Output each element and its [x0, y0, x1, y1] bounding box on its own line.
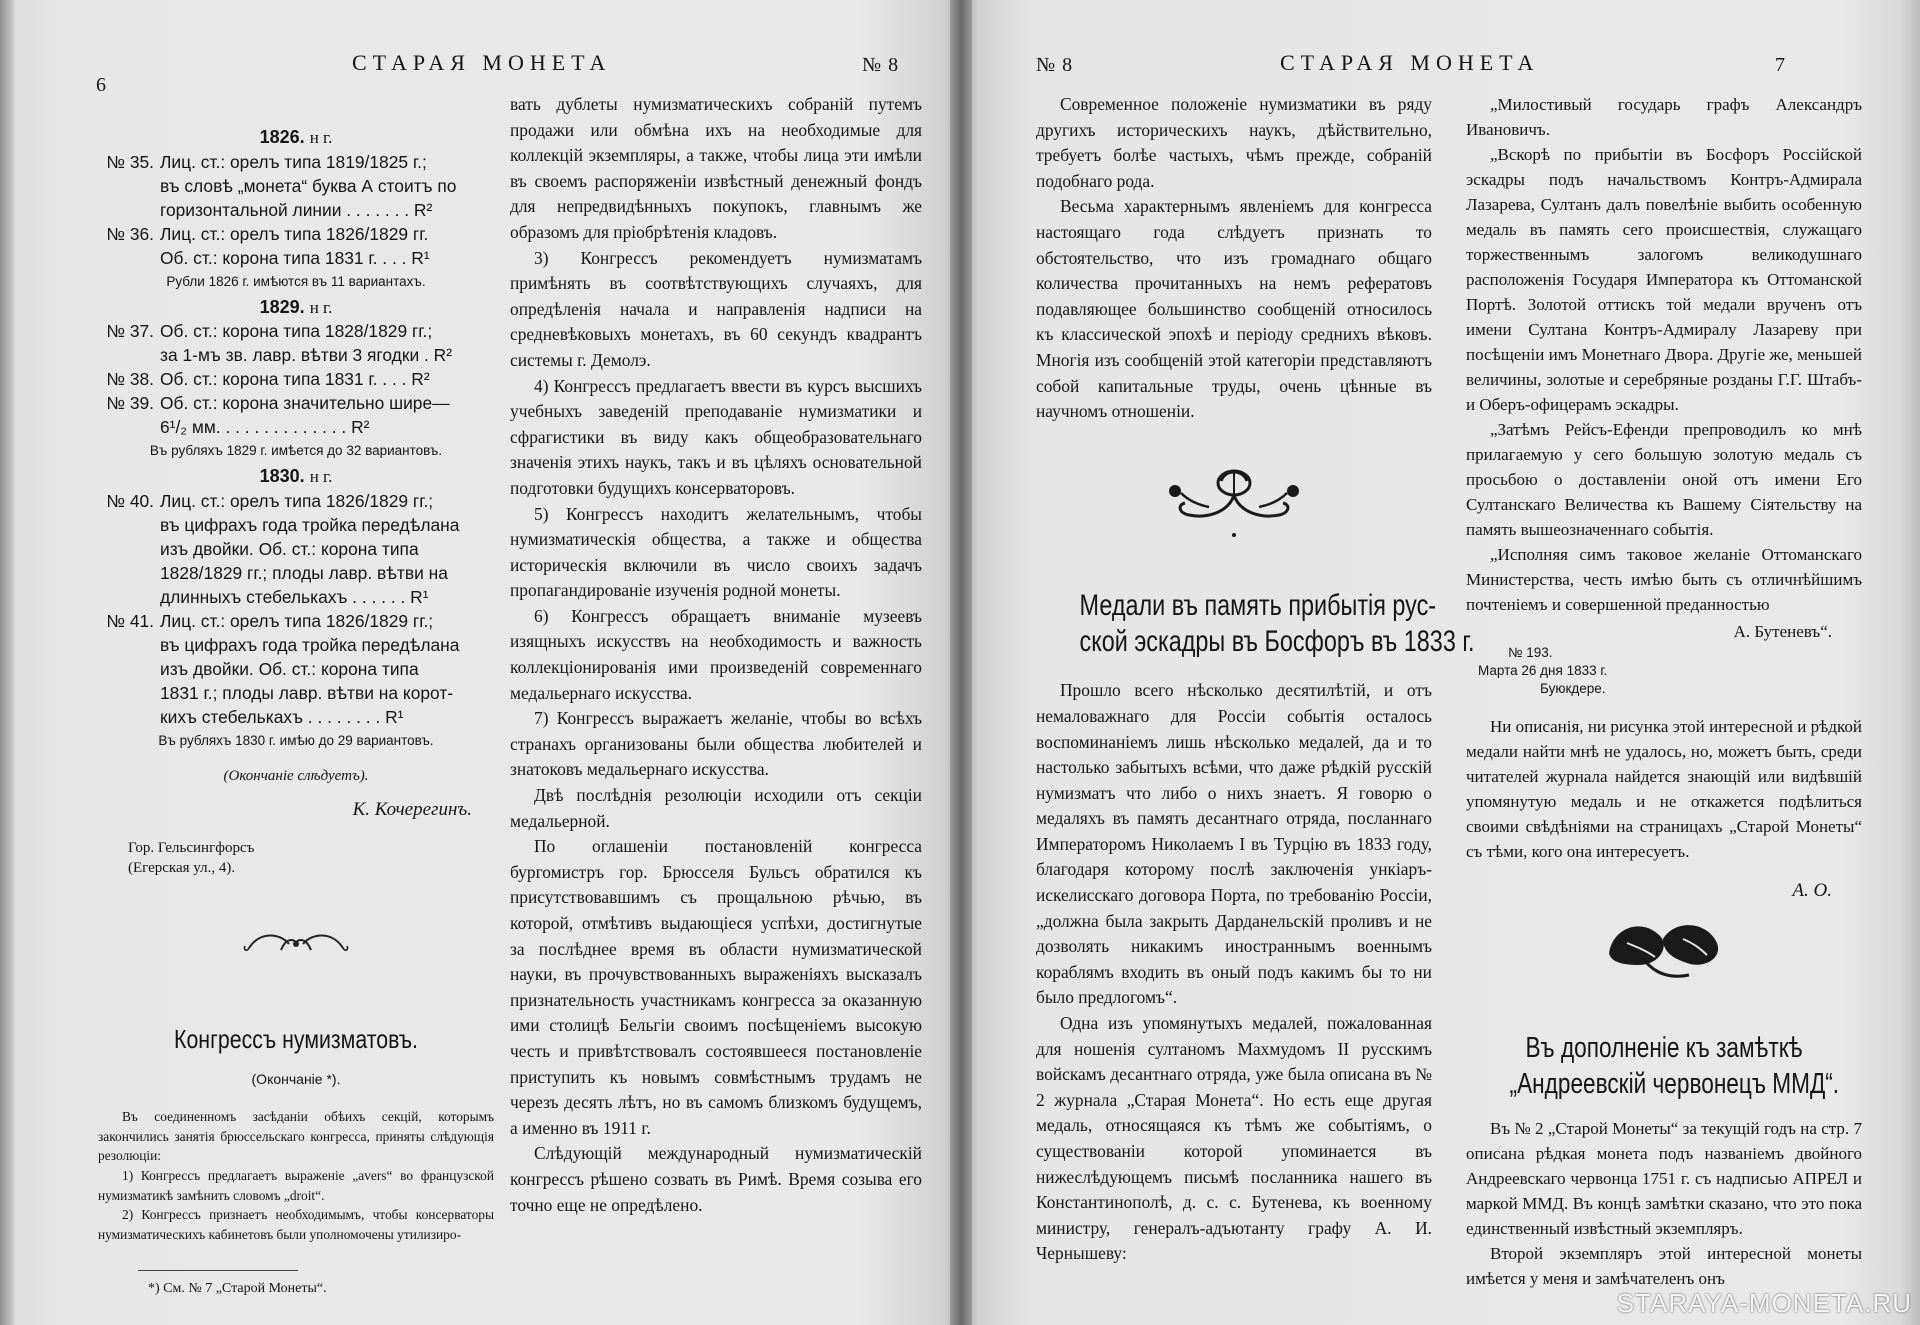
- article-paragraph: Слѣдующій международный нумизматическій конгрессъ рѣшено созвать въ Римѣ. Время созыва его точно еще не опредѣлено.: [510, 1143, 922, 1215]
- entry-line: въ цифрахъ года тройка передѣлана: [160, 514, 460, 535]
- right-column-2: [1466, 92, 1862, 1291]
- floral-ornament: [1036, 461, 1432, 549]
- entry-line: 1828/1829 гг.; плоды лавр. вѣтви на: [160, 562, 448, 583]
- page-edge: [0, 0, 14, 1325]
- signature: А. О.: [1792, 880, 1832, 901]
- article-paragraph: вать дублеты нумизматическихъ собраній путемъ продажи или обмѣна ихъ на необходимые для коллекцій экземпляры, а также, чтобы лица эти имѣли въ своемъ распоряженіи извѣстный денежный фондъ для непредвидѣнныхъ покупокъ, главнымъ же образомъ для пріобрѣтенія кладовъ.: [510, 94, 922, 242]
- section-subtitle: (Окончаніе *).: [251, 1070, 341, 1087]
- left-column-2: [510, 92, 922, 1218]
- variants-note: Въ рубляхъ 1830 г. имѣю до 29 вариантовъ.: [158, 732, 434, 748]
- entry-line: Лиц. ст.: орелъ типа 1819/1825 г.;: [160, 151, 427, 172]
- article-text: [1466, 1116, 1862, 1291]
- entry-number: № 41.: [106, 610, 154, 631]
- article-paragraph: Одна изъ упомянутыхъ медалей, пожалованная для ношенія султаномъ Махмудомъ II русскимъ войскамъ десантнаго отряда, уже была описана въ № 2 журнала „Старая Монета“. Но есть еще другая медаль, относящаяся къ тѣмъ же событіямъ, о существованіи которой упоминается въ нижеслѣдующемъ письмѣ посланника нашего въ Константинополѣ, д. с. с. Бутенева, къ военному министру, генералъ-адъютанту графу А. И. Чернышеву:: [1036, 1013, 1432, 1264]
- variants-note: Въ рубляхъ 1829 г. имѣется до 32 вариантовъ.: [149, 443, 443, 459]
- article-paragraph: Въ соединенномъ засѣданіи обѣихъ секцій, которымъ закончились занятія брюссельскаго конгресса, приняты слѣдующія резолюціи:: [98, 1109, 494, 1164]
- article-paragraph: „Милостивый государь графъ Александръ Ивановичъ.: [1466, 95, 1862, 139]
- entry-line: Об. ст.: корона типа 1828/1829 гг.;: [160, 321, 433, 342]
- coin-entry: [98, 222, 494, 270]
- article-paragraph: 1) Конгрессъ предлагаетъ выраженіе „avers“ во французской нумизматикѣ замѣнить словомъ „droit“.: [98, 1167, 494, 1203]
- coin-entry: [98, 609, 494, 729]
- page-number: 6: [96, 74, 106, 96]
- running-head: СТАРАЯ МОНЕТА: [352, 50, 612, 75]
- letter-signature: А. Бутеневъ“.: [1733, 622, 1832, 641]
- entry-line: 6¹/₂ мм. . . . . . . . . . . . . . R²: [160, 417, 370, 438]
- coin-entry: [98, 489, 494, 609]
- leaf-ornament: [1466, 913, 1862, 994]
- entry-number: № 36.: [106, 223, 154, 244]
- coin-entry: [98, 391, 494, 439]
- entry-line: изъ двойки. Об. ст.: корона типа: [160, 538, 419, 559]
- ornament-divider: [98, 928, 494, 962]
- article-paragraph: Ни описанія, ни рисунка этой интересной и рѣдкой медали найти мнѣ не удалось, но, можетъ быть, среди читателей журнала найдется знающій или видѣвшій упомянутую медаль и не откажется подѣлиться своими свѣдѣніями на страницахъ „Старой Монеты“ съ тѣми, кого она интересуетъ.: [1466, 717, 1862, 861]
- coin-catalog: [98, 128, 494, 751]
- article-paragraph: Современное положеніе нумизматики въ ряду другихъ историческихъ наукъ, дѣйствительно, требуетъ болѣе частыхъ, чѣмъ прежде, собраній подобнаго рода.: [1036, 94, 1432, 191]
- entry-number: № 35.: [106, 151, 154, 172]
- coin-entry: [98, 150, 494, 222]
- book-spine: [950, 0, 972, 1325]
- entry-line: въ словѣ „монета“ буква А стоитъ по: [160, 175, 457, 196]
- footnote-rule: [138, 1270, 298, 1271]
- running-head: СТАРАЯ МОНЕТА: [1280, 50, 1540, 75]
- second-article-title: Въ дополненіе къ замѣткѣ „Андреевскій червонецъ ММД“.: [1509, 1032, 1840, 1100]
- year-heading: 1829. н г.: [259, 296, 333, 317]
- year-heading: 1830. н г.: [259, 466, 333, 487]
- article-paragraph: 6) Конгрессъ обращаетъ вниманіе музеевъ изящныхъ искусствъ на необходимость и важность коллекціонированія ими произведеній современнаго медальернаго искусства.: [510, 605, 922, 703]
- entry-line: длинныхъ стебелькахъ . . . . . . R¹: [160, 586, 429, 607]
- footnote: *) См. № 7 „Старой Монеты“.: [148, 1281, 327, 1297]
- article-title: Медали въ память прибытія рус- ской эскадры въ Босфоръ въ 1833 г.: [1079, 589, 1475, 659]
- entry-line: изъ двойки. Об. ст.: корона типа: [160, 658, 419, 679]
- entry-line: Об. ст.: корона типа 1831 г. . . . R¹: [160, 247, 430, 268]
- issue-number: № 8: [862, 54, 900, 76]
- article-text: [98, 1107, 494, 1244]
- leaf-ornament-icon: [1599, 913, 1729, 987]
- coin-entry: [98, 367, 494, 391]
- entry-line: Лиц. ст.: орелъ типа 1826/1829 гг.: [160, 223, 429, 244]
- entry-line: Лиц. ст.: орелъ типа 1826/1829 гг.;: [160, 490, 434, 511]
- coin-entry: [98, 319, 494, 367]
- letter-text: [1466, 92, 1862, 617]
- issue-number: № 8: [1036, 54, 1074, 76]
- entry-line: кихъ стебелькахъ . . . . . . . . R¹: [160, 706, 404, 727]
- article-paragraph: „Затѣмъ Рейсъ-Ефенди препроводилъ ко мнѣ прилагаемую у сего большую золотую медаль съ просьбою о доставленіи оной отъ имени Его Султанскаго Величества къ Вашему Сіятельству на память вышеозначеннаго событія.: [1466, 420, 1862, 539]
- article-paragraph: Двѣ послѣднія резолюціи исходили отъ секціи медальерной.: [510, 785, 922, 831]
- article-paragraph: 2) Конгрессъ признаетъ необходимымъ, чтобы консерваторы нумизматическихъ кабинетовъ были уполномочены утилизиро-: [98, 1207, 494, 1242]
- letter-details: № 193. Марта 26 дня 1833 г. Буюкдере.: [1478, 645, 1608, 696]
- watermark: STARAYA-MONETA.RU: [1616, 1288, 1912, 1318]
- article-paragraph: Второй экземпляръ этой интересной монеты имѣется у меня и замѣчателенъ онъ: [1466, 1244, 1862, 1288]
- entry-line: Лиц. ст.: орелъ типа 1826/1829 гг.;: [160, 610, 434, 631]
- variants-note: Рубли 1826 г. имѣются въ 11 вариантахъ.: [166, 273, 426, 289]
- ornament-icon: [241, 928, 351, 956]
- article-paragraph: 7) Конгрессъ выражаетъ желаніе, чтобы во всѣхъ странахъ организованы были общества любителей и знатоковъ медальернаго искусства.: [510, 708, 922, 780]
- right-page: [960, 0, 1920, 1325]
- entry-number: № 39.: [106, 393, 154, 414]
- continuation-note: (Окончаніе слѣдуетъ).: [223, 767, 369, 784]
- section-title: Конгрессъ нумизматовъ.: [174, 1023, 418, 1054]
- page-number: 7: [1775, 54, 1785, 76]
- flower-ornament-icon: [1159, 461, 1309, 541]
- article-paragraph: 4) Конгрессъ предлагаетъ ввести въ курсъ высшихъ учебныхъ заведеній преподаваніе нумизматики и сфрагистики въ виду какъ общеобразовательнаго значенія этихъ наукъ, такъ и въ цѣляхъ основательной подготовки будущихъ консерваторовъ.: [510, 375, 922, 498]
- year-heading: 1826. н г.: [259, 127, 333, 147]
- article-paragraph: По оглашеніи постановленій конгресса бургомистръ гор. Брюсселя Бульсъ обратился къ присутствовавшимъ съ прощальною рѣчью, въ которой, отмѣтивъ выдающіеся успѣхи, достигнутые за послѣднее время въ области нумизматической науки, въ прочувствованныхъ выраженіяхъ высказалъ признательность участникамъ конгресса за оказанную ими столицѣ Бельгіи своимъ посѣщеніемъ высокую честь и привѣтствовалъ состоявшееся постановленіе приступить къ новымъ совмѣстнымъ трудамъ не черезъ десять лѣтъ, но въ самомъ близкомъ будущемъ, а именно въ 1911 г.: [510, 836, 922, 1138]
- article-paragraph: „Вскорѣ по прибытіи въ Босфоръ Россійской эскадры подъ начальствомъ Контръ-Адмирала Лазарева, Султанъ далъ повелѣніе выбить особенную медаль въ память сего происшествія, служащаго торжественнымъ залогомъ великодушнаго расположенія Государя Императора къ Оттоманской Портѣ. Золотой оттискъ той медали врученъ отъ имени Султана Контръ-Адмиралу Лазареву при посѣщеніи имъ Монетнаго Двора. Другіе же, меньшей величины, золотые и серебряные розданы Г.Г. Штабъ- и Оберъ-офицерамъ эскадры.: [1466, 145, 1862, 414]
- article-paragraph: 5) Конгрессъ находитъ желательнымъ, чтобы нумизматическія общества, а также и общества историческія включили въ число своихъ задачъ пропагандированіе изученія родной монеты.: [510, 503, 922, 601]
- entry-number: № 40.: [106, 490, 154, 511]
- right-column-1: [1036, 92, 1475, 1267]
- article-paragraph: Прошло всего нѣсколько десятилѣтій, и отъ немаловажнаго для Россіи событія осталось воспоминаніемъ лишь нѣсколько медалей, да и то настолько забытыхъ всѣми, что даже рѣдкій русскій нумизматъ что либо о нихъ знаетъ. Я говорю о медаляхъ въ память десантнаго отряда, посланнаго Императоромъ Николаемъ I въ Турцію въ 1833 году, благодаря которому послѣ заключенія ункіаръ-искелисскаго договора Порта, по требованію Россіи, „должна была закрыть Дарданельскій проливъ и не дозволять никакимъ иностраннымъ военнымъ кораблямъ входить въ оный подъ какимъ бы то ни было предлогомъ“.: [1036, 680, 1432, 1008]
- entry-number: № 37.: [106, 321, 154, 342]
- entry-line: Об. ст.: корона значительно шире—: [160, 393, 450, 414]
- entry-line: Об. ст.: корона типа 1831 г. . . . R²: [160, 369, 430, 390]
- entry-line: въ цифрахъ года тройка передѣлана: [160, 634, 460, 655]
- article-text: [1036, 92, 1432, 425]
- article-text: [1036, 678, 1432, 1267]
- left-column-1: [98, 124, 494, 1299]
- entry-line: 1831 г.; плоды лавр. вѣтви на корот-: [160, 682, 454, 703]
- article-paragraph: Въ № 2 „Старой Монеты“ за текущій годъ на стр. 7 описана рѣдкая монета подъ названіемъ двойного Андреевскаго червонца 1751 г. съ надписью АПРЕЛ и маркой ММД. Въ концѣ замѣтки сказано, что это пока единственный извѣстный экземпляръ.: [1466, 1119, 1862, 1238]
- author-name: К. Кочерегинъ.: [352, 799, 472, 821]
- entry-number: № 38.: [106, 369, 154, 390]
- article-paragraph: 3) Конгрессъ рекомендуетъ нумизматамъ примѣнять въ соотвѣтствующихъ случаяхъ, для опредѣленія начала и направленія надписи на средневѣковыхъ монетахъ, въ 60 секундъ квадрантъ системы г. Демолэ.: [510, 247, 922, 370]
- article-paragraph: „Исполняя симъ таковое желаніе Оттоманскаго Министерства, честь имѣю быть съ отличнѣйшимъ почтеніемъ и совершенной преданностью: [1466, 545, 1862, 614]
- entry-line: за 1-мъ зв. лавр. вѣтви 3 ягодки . R²: [160, 345, 452, 366]
- article-paragraph: Весьма характернымъ явленіемъ для конгресса настоящаго года слѣдуетъ признать то обстоятельство, что изъ громаднаго общаго количества прочитанныхъ на немъ рефератовъ подавляющее большинство сообщеній относилось къ классической эпохѣ и періоду среднихъ вѣковъ. Многія изъ сообщеній этой категоріи представляютъ собой капитальные труды, очень цѣнные въ научномъ отношеніи.: [1036, 196, 1432, 422]
- author-address: Гор. Гельсингфорсъ (Егерская ул., 4).: [128, 839, 255, 876]
- entry-line: горизонтальной линии . . . . . . . R²: [160, 199, 433, 220]
